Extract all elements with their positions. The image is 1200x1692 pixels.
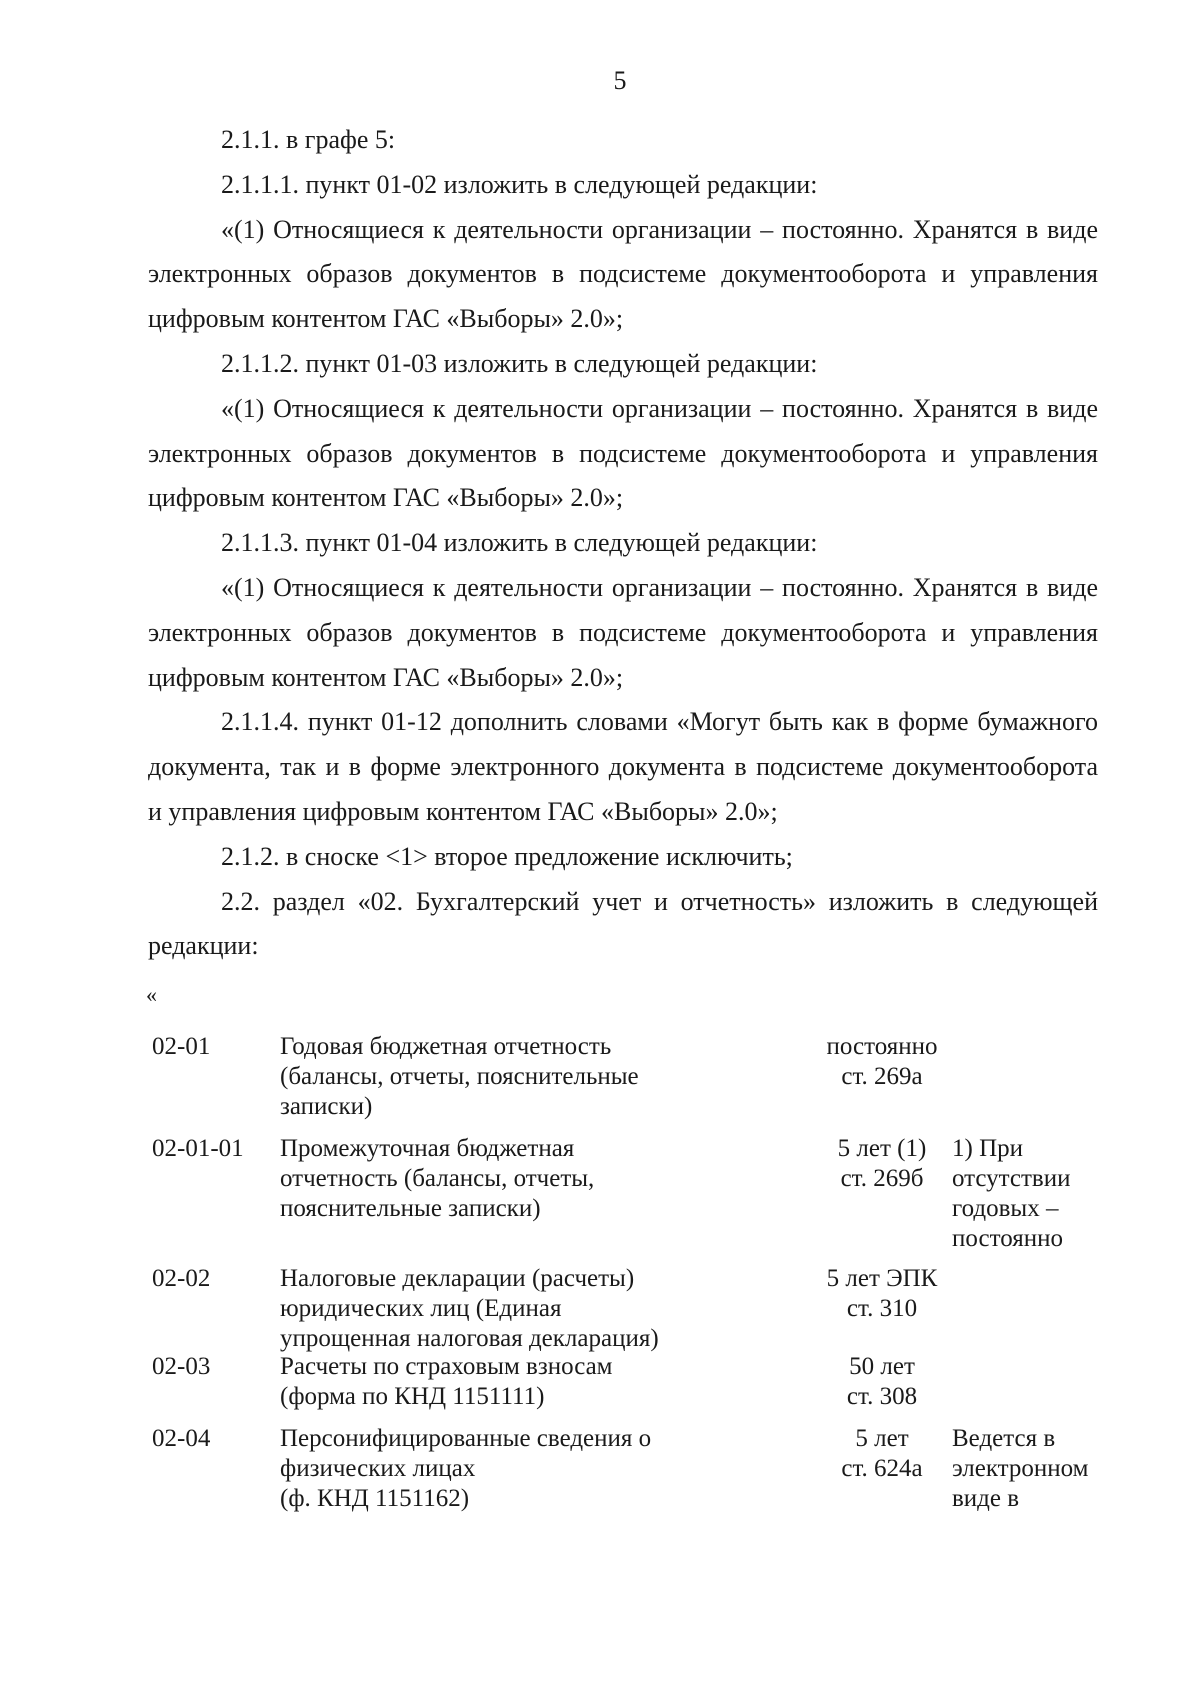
retention-term-line: ст. 269б <box>840 1165 924 1192</box>
record-title-line: (ф. КНД 1151162) <box>280 1485 470 1512</box>
paragraph-2-1-1-3: 2.1.1.3. пункт 01-04 изложить в следующей редакции: <box>221 528 818 558</box>
record-note-line: электронном <box>952 1455 1089 1482</box>
text-line: «(1) Относящиеся к деятельности организации – постоянно. Хранятся в виде <box>221 214 1098 244</box>
quote-paragraph-01-03 <box>148 387 1098 521</box>
record-note-line: виде в <box>952 1485 1020 1512</box>
record-title <box>280 1264 700 1354</box>
record-title-line: юридических лиц (Единая <box>280 1295 562 1322</box>
retention-term <box>792 1352 972 1412</box>
record-title-line: (форма по КНД 1151111) <box>280 1383 545 1410</box>
retention-term-line: 5 лет (1) <box>837 1135 927 1162</box>
paragraph-2-2 <box>148 880 1098 970</box>
text-line: редакции: <box>148 931 259 961</box>
record-index: 02-03 <box>152 1353 211 1380</box>
record-title-line: упрощенная налоговая декларация) <box>280 1325 659 1352</box>
record-index: 02-01-01 <box>152 1135 244 1162</box>
record-note-line: Ведется в <box>952 1425 1056 1452</box>
record-title <box>280 1424 700 1514</box>
quote-paragraph-01-04 <box>148 566 1098 700</box>
text-line: цифровым контентом ГАС «Выборы» 2.0»; <box>148 304 624 334</box>
retention-term-line: 5 лет <box>855 1425 909 1452</box>
text-line: «(1) Относящиеся к деятельности организации – постоянно. Хранятся в виде <box>221 393 1098 423</box>
retention-term <box>792 1032 972 1092</box>
record-title-line: отчетность (балансы, отчеты, <box>280 1165 595 1192</box>
text-line: цифровым контентом ГАС «Выборы» 2.0»; <box>148 483 624 513</box>
record-title-line: пояснительные записки) <box>280 1195 541 1222</box>
record-title-line: записки) <box>280 1093 373 1120</box>
text-line: документа, так и в форме электронного документа в подсистеме документооборота <box>148 752 1098 782</box>
retention-term-line: 50 лет <box>849 1353 915 1380</box>
record-note-line: постоянно <box>952 1225 1063 1252</box>
retention-term-line: ст. 308 <box>846 1383 918 1410</box>
record-title-line: Расчеты по страховым взносам <box>280 1353 613 1380</box>
retention-term-line: постоянно <box>826 1033 938 1060</box>
text-line: цифровым контентом ГАС «Выборы» 2.0»; <box>148 662 624 692</box>
retention-term-line: ст. 624а <box>841 1455 923 1482</box>
record-title-line: (балансы, отчеты, пояснительные <box>280 1063 639 1090</box>
record-index: 02-04 <box>152 1425 211 1452</box>
text-line: и управления цифровым контентом ГАС «Выборы» 2.0»; <box>148 796 778 826</box>
retention-term-line: ст. 310 <box>846 1295 918 1322</box>
record-note-line: 1) При <box>952 1135 1024 1162</box>
record-note-line: отсутствии <box>952 1165 1071 1192</box>
retention-term <box>792 1424 972 1484</box>
record-title-line: Персонифицированные сведения о <box>280 1425 652 1452</box>
paragraph-2-1-2: 2.1.2. в сноске <1> второе предложение исключить; <box>221 841 793 871</box>
text-line: 2.2. раздел «02. Бухгалтерский учет и отчетность» изложить в следующей <box>221 886 1098 916</box>
record-title-line: физических лицах <box>280 1455 476 1482</box>
page-number: 5 <box>613 66 627 95</box>
document-body <box>148 118 1098 969</box>
record-note <box>952 1424 1112 1514</box>
paragraph-2-1-1-2: 2.1.1.2. пункт 01-03 изложить в следующей редакции: <box>221 348 818 378</box>
text-line: электронных образов документов в подсистеме документооборота и управления <box>148 617 1098 647</box>
record-title-line: Годовая бюджетная отчетность <box>280 1033 612 1060</box>
paragraph-2-1-1: 2.1.1. в графе 5: <box>221 125 396 154</box>
retention-term-line: ст. 269а <box>841 1063 923 1090</box>
text-line: 2.1.1.4. пункт 01-12 дополнить словами «Могут быть как в форме бумажного <box>221 707 1098 737</box>
record-index: 02-01 <box>152 1033 211 1060</box>
paragraph-2-1-1-1: 2.1.1.1. пункт 01-02 изложить в следующей редакции: <box>221 169 818 199</box>
paragraph-2-1-1-4 <box>148 700 1098 834</box>
record-title-line: Промежуточная бюджетная <box>280 1135 575 1162</box>
record-note-line: годовых – <box>952 1195 1059 1222</box>
opening-quote-mark: « <box>146 982 157 1007</box>
text-line: электронных образов документов в подсистеме документооборота и управления <box>148 438 1098 468</box>
retention-term <box>792 1264 972 1324</box>
retention-term-line: 5 лет ЭПК <box>826 1265 938 1292</box>
record-title-line: Налоговые декларации (расчеты) <box>280 1265 635 1292</box>
record-index: 02-02 <box>152 1265 211 1292</box>
retention-term <box>792 1134 972 1194</box>
text-line: «(1) Относящиеся к деятельности организации – постоянно. Хранятся в виде <box>221 572 1098 602</box>
record-title <box>280 1352 700 1412</box>
quote-paragraph-01-02 <box>148 208 1098 342</box>
record-title <box>280 1032 700 1122</box>
record-note <box>952 1134 1112 1254</box>
text-line: электронных образов документов в подсистеме документооборота и управления <box>148 259 1098 289</box>
record-title <box>280 1134 700 1224</box>
